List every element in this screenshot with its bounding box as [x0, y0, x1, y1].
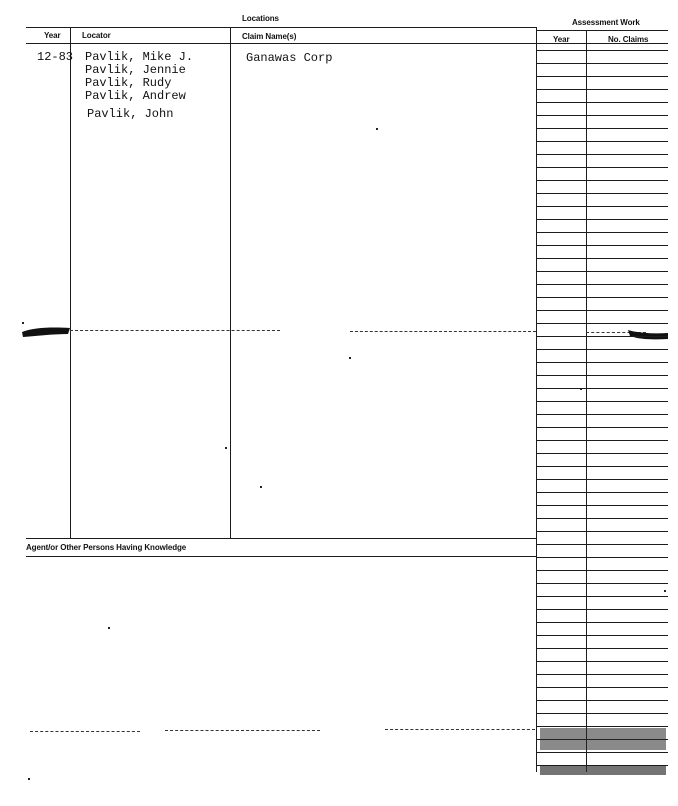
assessment-row-line — [536, 466, 668, 467]
assessment-row-line — [536, 518, 668, 519]
binder-mark-left — [20, 324, 74, 338]
locator-name: Pavlik, John — [87, 107, 174, 121]
assessment-row-line — [536, 271, 668, 272]
scan-speck — [108, 627, 110, 629]
entry-year: 12-83 — [37, 50, 74, 64]
assessment-row-line — [536, 167, 668, 168]
assessment-row-line — [536, 102, 668, 103]
assessment-row-line — [536, 388, 668, 389]
locator-claim-divider — [230, 27, 231, 538]
assessment-row-line — [536, 531, 668, 532]
locator-name: Pavlik, Andrew — [85, 89, 186, 103]
scan-speck — [22, 322, 24, 324]
locator-name: Pavlik, Jennie — [85, 63, 186, 77]
locator-name: Pavlik, Rudy — [85, 76, 172, 90]
assessment-row-line — [536, 700, 668, 701]
assessment-row-line — [536, 635, 668, 636]
fold-line — [70, 330, 280, 331]
top-rule — [26, 27, 536, 28]
locator-column-header: Locator — [82, 31, 111, 40]
fold-line — [350, 331, 536, 332]
assessment-row-line — [536, 479, 668, 480]
assessment-row-line — [536, 726, 668, 727]
assessment-row-line — [536, 323, 668, 324]
assessment-row-line — [536, 544, 668, 545]
assessment-row-line — [536, 492, 668, 493]
assessment-row-line — [536, 609, 668, 610]
assessment-row-line — [536, 687, 668, 688]
assessment-row-line — [536, 674, 668, 675]
assessment-row-line — [536, 89, 668, 90]
assessment-row-line — [536, 713, 668, 714]
assessment-row-line — [536, 245, 668, 246]
assessment-row-line — [536, 375, 668, 376]
no-claims-column-header: No. Claims — [608, 35, 649, 44]
scan-speck — [376, 128, 378, 130]
assessment-row-line — [536, 661, 668, 662]
scan-speck — [225, 447, 227, 449]
lower-fold-line — [165, 730, 320, 731]
assessment-row-line — [536, 50, 668, 51]
top-rule-right — [536, 30, 668, 31]
assessment-row-line — [536, 752, 668, 753]
assessment-row-line — [536, 219, 668, 220]
scan-speck — [664, 590, 666, 592]
assessment-row-line — [536, 583, 668, 584]
assessment-row-line — [536, 440, 668, 441]
assessment-row-line — [536, 63, 668, 64]
assessment-row-line — [536, 427, 668, 428]
lower-fold-line — [385, 729, 535, 730]
assessment-row-line — [536, 596, 668, 597]
assessment-row-line — [536, 570, 668, 571]
assessment-row-line — [536, 128, 668, 129]
binder-mark-right — [626, 327, 670, 341]
agent-header-rule — [26, 556, 536, 557]
scan-speck — [28, 778, 30, 780]
assessment-row-line — [536, 505, 668, 506]
assessment-row-line — [536, 362, 668, 363]
locations-bottom-rule — [26, 538, 536, 539]
assessment-row-line — [536, 115, 668, 116]
assessment-row-line — [536, 297, 668, 298]
year-column-header: Year — [44, 31, 61, 40]
assessment-row-line — [536, 154, 668, 155]
assessment-row-line — [536, 193, 668, 194]
locations-header: Locations — [242, 14, 279, 23]
assessment-row-line — [536, 336, 668, 337]
assessment-row-line — [536, 284, 668, 285]
assessment-year-column-header: Year — [553, 35, 570, 44]
lower-fold-line — [30, 731, 140, 732]
assessment-row-line — [536, 453, 668, 454]
claim-names-column-header: Claim Name(s) — [242, 32, 297, 41]
scan-noise — [540, 766, 666, 775]
claim-name: Ganawas Corp — [246, 51, 333, 65]
scan-speck — [349, 357, 351, 359]
locator-name: Pavlik, Mike J. — [85, 50, 194, 64]
assessment-row-line — [536, 180, 668, 181]
assessment-work-header: Assessment Work — [572, 18, 640, 27]
header-bottom-rule — [26, 43, 668, 44]
agent-knowledge-label: Agent/or Other Persons Having Knowledge — [26, 543, 187, 552]
assessment-row-line — [536, 648, 668, 649]
assessment-row-line — [536, 622, 668, 623]
assessment-row-line — [536, 557, 668, 558]
assessment-row-line — [536, 232, 668, 233]
assessment-row-line — [536, 401, 668, 402]
assessment-row-line — [536, 310, 668, 311]
assessment-row-line — [536, 141, 668, 142]
assessment-row-line — [536, 206, 668, 207]
year-locator-divider — [70, 27, 71, 538]
assessment-row-line — [536, 258, 668, 259]
scan-noise — [540, 728, 666, 750]
assessment-row-line — [536, 349, 668, 350]
assessment-row-line — [536, 414, 668, 415]
scan-speck — [260, 486, 262, 488]
assessment-row-line — [536, 76, 668, 77]
scan-speck — [580, 388, 582, 390]
